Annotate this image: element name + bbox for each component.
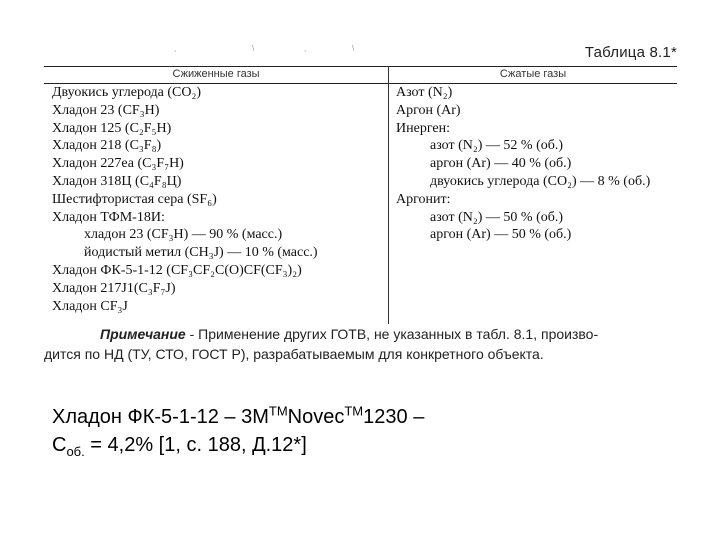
table-row: Хладон 318Ц (C₄F₈Ц) (52, 173, 182, 189)
table-row: Инерген: (396, 120, 450, 136)
table-top-rule (44, 66, 677, 67)
scan-mark: , (174, 44, 177, 53)
header-compressed-gases: Сжатые газы (499, 68, 567, 80)
caption-text: Хладон ФК-5-1-12 – 3M (52, 406, 269, 428)
note-label: Примечание (100, 326, 186, 342)
table-row: Хладон 217J1(C₃F₇J) (52, 280, 176, 296)
header-liquefied-gases: Сжиженные газы (172, 68, 260, 80)
table-row: Хладон ФК-5-1-12 (CF₃CF₂C(O)CF(CF₃)₂) (52, 262, 302, 278)
table-note (44, 324, 684, 364)
note-text-1: - Применение других ГОТВ, не указанных в табл. 8.1, произво- (185, 326, 599, 342)
table-row: Двуокись углерода (CO₂) (52, 85, 202, 100)
scan-artifact-marks (52, 44, 372, 53)
gas-table (44, 66, 677, 324)
table-row: Азот (N₂) (396, 85, 453, 100)
compressed-gases-list (396, 84, 677, 244)
table-row: Хладон ТФМ-18И: (52, 209, 165, 225)
liquefied-gases-list (52, 84, 386, 315)
caption-text: 1230 – (363, 406, 425, 428)
caption-line-2 (52, 431, 424, 459)
caption-text: Novec (287, 406, 345, 428)
scan-mark: , (304, 44, 307, 53)
scan-mark: \ (252, 44, 255, 53)
table-row-sub: азот (N₂) — 50 % (об.) (430, 209, 564, 225)
table-row: Хладон 218 (C₃F₈) (52, 138, 162, 154)
caption-text: = 4,2% [1, с. 188, Д.12*] (84, 434, 307, 456)
table-row: Аргонит: (396, 191, 451, 207)
note-line-1 (44, 324, 684, 344)
table-row: Хладон 227еа (C₃F₇H) (52, 156, 184, 172)
table-row: Хладон CF₃J (52, 298, 128, 314)
trademark-superscript: TM (344, 403, 364, 419)
volume-subscript: об. (66, 444, 85, 459)
scan-mark: \ (352, 44, 355, 53)
table-row: Аргон (Ar) (396, 102, 461, 118)
table-title: Таблица 8.1* (584, 44, 677, 61)
slide-caption (52, 403, 424, 459)
table-column-divider (388, 66, 389, 324)
table-row-sub: двуокись углерода (CO₂) — 8 % (об.) (430, 173, 651, 189)
trademark-superscript: TM (268, 403, 288, 419)
table-row-sub: хладон 23 (CF₃H) — 90 % (масс.) (84, 227, 283, 243)
table-row-sub: йодистый метил (CH₃J) — 10 % (масс.) (84, 245, 318, 261)
table-row: Шестифтористая сера (SF₆) (52, 191, 217, 207)
table-row: Хладон 23 (CF₃H) (52, 102, 160, 118)
note-text-2: дится по НД (ТУ, СТО, ГОСТ Р), разрабатываемым для конкретного объекта. (44, 346, 544, 362)
table-row-sub: аргон (Ar) — 40 % (об.) (430, 156, 572, 172)
table-row-sub: азот (N₂) — 52 % (об.) (430, 138, 564, 154)
caption-line-1 (52, 403, 424, 431)
caption-text: C (52, 434, 67, 456)
table-row-sub: аргон (Ar) — 50 % (об.) (430, 227, 572, 243)
table-row: Хладон 125 (C₂F₅H) (52, 120, 172, 136)
